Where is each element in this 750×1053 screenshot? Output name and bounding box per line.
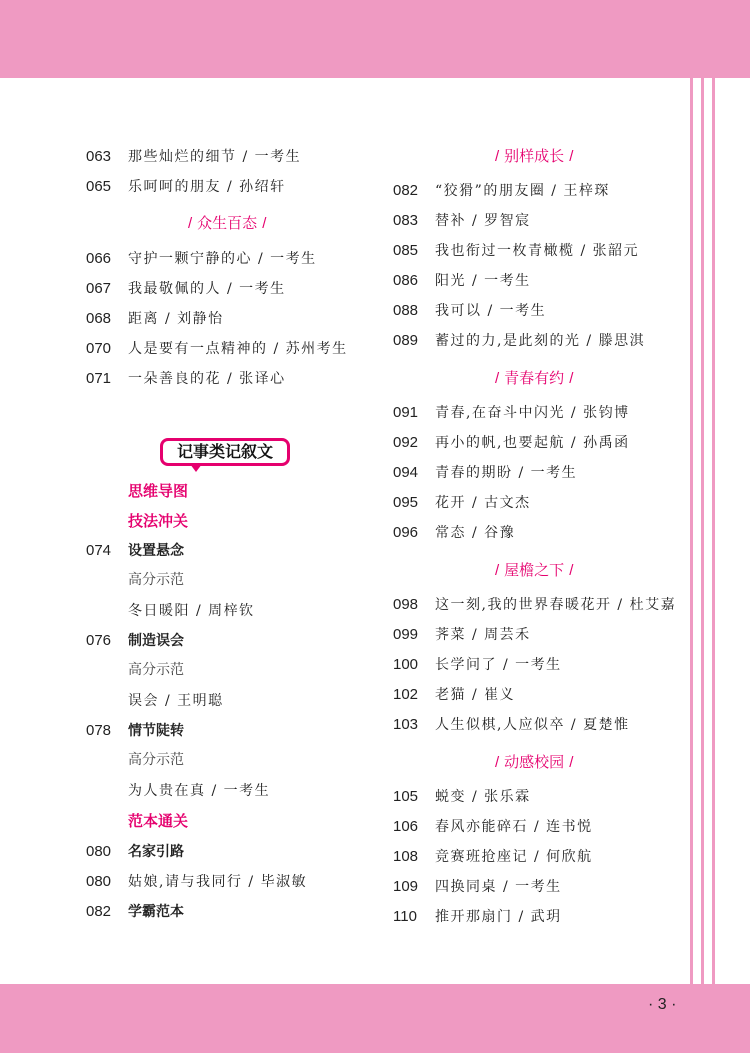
mind-map-heading[interactable]: 思维导图	[128, 482, 189, 500]
toc-entry[interactable]: 088 我可以 / 一考生	[393, 302, 547, 319]
toc-entry[interactable]: 082 学霸范本	[86, 903, 184, 920]
toc-entry[interactable]: 083 替补 / 罗智宸	[393, 212, 531, 229]
toc-entry[interactable]: 092 再小的帆,也要起航 / 孙禹函	[393, 434, 630, 451]
section-heading: / 屋檐之下 /	[495, 561, 574, 579]
toc-entry[interactable]: 105 蜕变 / 张乐霖	[393, 788, 531, 805]
toc-entry[interactable]: 099 荠菜 / 周芸禾	[393, 626, 531, 643]
toc-entry[interactable]: 076 制造误会	[86, 632, 184, 649]
section-heading: / 青春有约 /	[495, 369, 574, 387]
toc-entry[interactable]: 086 阳光 / 一考生	[393, 272, 531, 289]
toc-essay[interactable]: 为人贵在真 / 一考生	[128, 783, 271, 799]
toc-entry[interactable]: 067 我最敬佩的人 / 一考生	[86, 280, 286, 297]
toc-essay[interactable]: 冬日暖阳 / 周梓钦	[128, 603, 255, 619]
toc-essay[interactable]: 误会 / 王明聪	[128, 693, 224, 709]
toc-entry[interactable]: 080 姑娘,请与我同行 / 毕淑敏	[86, 873, 308, 890]
toc-entry[interactable]: 108 竞赛班抢座记 / 何欣航	[393, 848, 593, 865]
category-badge: 记事类记叙文	[160, 438, 290, 466]
toc-entry[interactable]: 109 四换同桌 / 一考生	[393, 878, 562, 895]
toc-entry[interactable]: 095 花开 / 古文杰	[393, 494, 531, 511]
section-heading: / 众生百态 /	[188, 214, 267, 232]
toc-entry[interactable]: 091 青春,在奋斗中闪光 / 张钧博	[393, 404, 630, 421]
toc-entry[interactable]: 070 人是要有一点精神的 / 苏州考生	[86, 340, 348, 357]
decor-line	[690, 78, 693, 984]
toc-entry[interactable]: 068 距离 / 刘静怡	[86, 310, 224, 327]
toc-entry[interactable]: 094 青春的期盼 / 一考生	[393, 464, 578, 481]
toc-entry[interactable]: 078 情节陡转	[86, 722, 184, 739]
technique-heading[interactable]: 技法冲关	[128, 512, 189, 530]
model-heading[interactable]: 范本通关	[128, 812, 189, 830]
toc-entry[interactable]: 102 老猫 / 崔义	[393, 686, 516, 703]
section-heading: / 动感校园 /	[495, 753, 574, 771]
toc-entry[interactable]: 085 我也衔过一枚青橄榄 / 张韶元	[393, 242, 640, 259]
toc-entry[interactable]: 100 长学问了 / 一考生	[393, 656, 562, 673]
toc-subentry: 高分示范	[128, 752, 184, 768]
toc-entry[interactable]: 065 乐呵呵的朋友 / 孙绍轩	[86, 178, 286, 195]
section-heading: / 别样成长 /	[495, 147, 574, 165]
toc-entry[interactable]: 096 常态 / 谷豫	[393, 524, 516, 541]
toc-entry[interactable]: 103 人生似棋,人应似卒 / 夏楚惟	[393, 716, 630, 733]
toc-entry[interactable]: 074 设置悬念	[86, 542, 184, 559]
toc-subentry: 高分示范	[128, 572, 184, 588]
toc-entry[interactable]: 063 那些灿烂的细节 / 一考生	[86, 148, 302, 165]
toc-entry[interactable]: 098 这一刻,我的世界春暖花开 / 杜艾嘉	[393, 596, 677, 613]
decor-line	[701, 78, 704, 984]
toc-entry[interactable]: 106 春风亦能碎石 / 连书悦	[393, 818, 593, 835]
toc-subentry: 高分示范	[128, 662, 184, 678]
toc-entry[interactable]: 066 守护一颗宁静的心 / 一考生	[86, 250, 317, 267]
decor-line	[712, 78, 715, 984]
toc-entry[interactable]: 082 “狡猾”的朋友圈 / 王梓琛	[393, 182, 610, 199]
toc-entry[interactable]: 110 推开那扇门 / 武玥	[393, 908, 562, 925]
page-number: · 3 ·	[648, 996, 677, 1013]
toc-entry[interactable]: 071 一朵善良的花 / 张译心	[86, 370, 286, 387]
badge-pointer	[190, 464, 202, 472]
toc-entry[interactable]: 080 名家引路	[86, 843, 184, 860]
toc-entry[interactable]: 089 蓄过的力,是此刻的光 / 滕思淇	[393, 332, 646, 349]
